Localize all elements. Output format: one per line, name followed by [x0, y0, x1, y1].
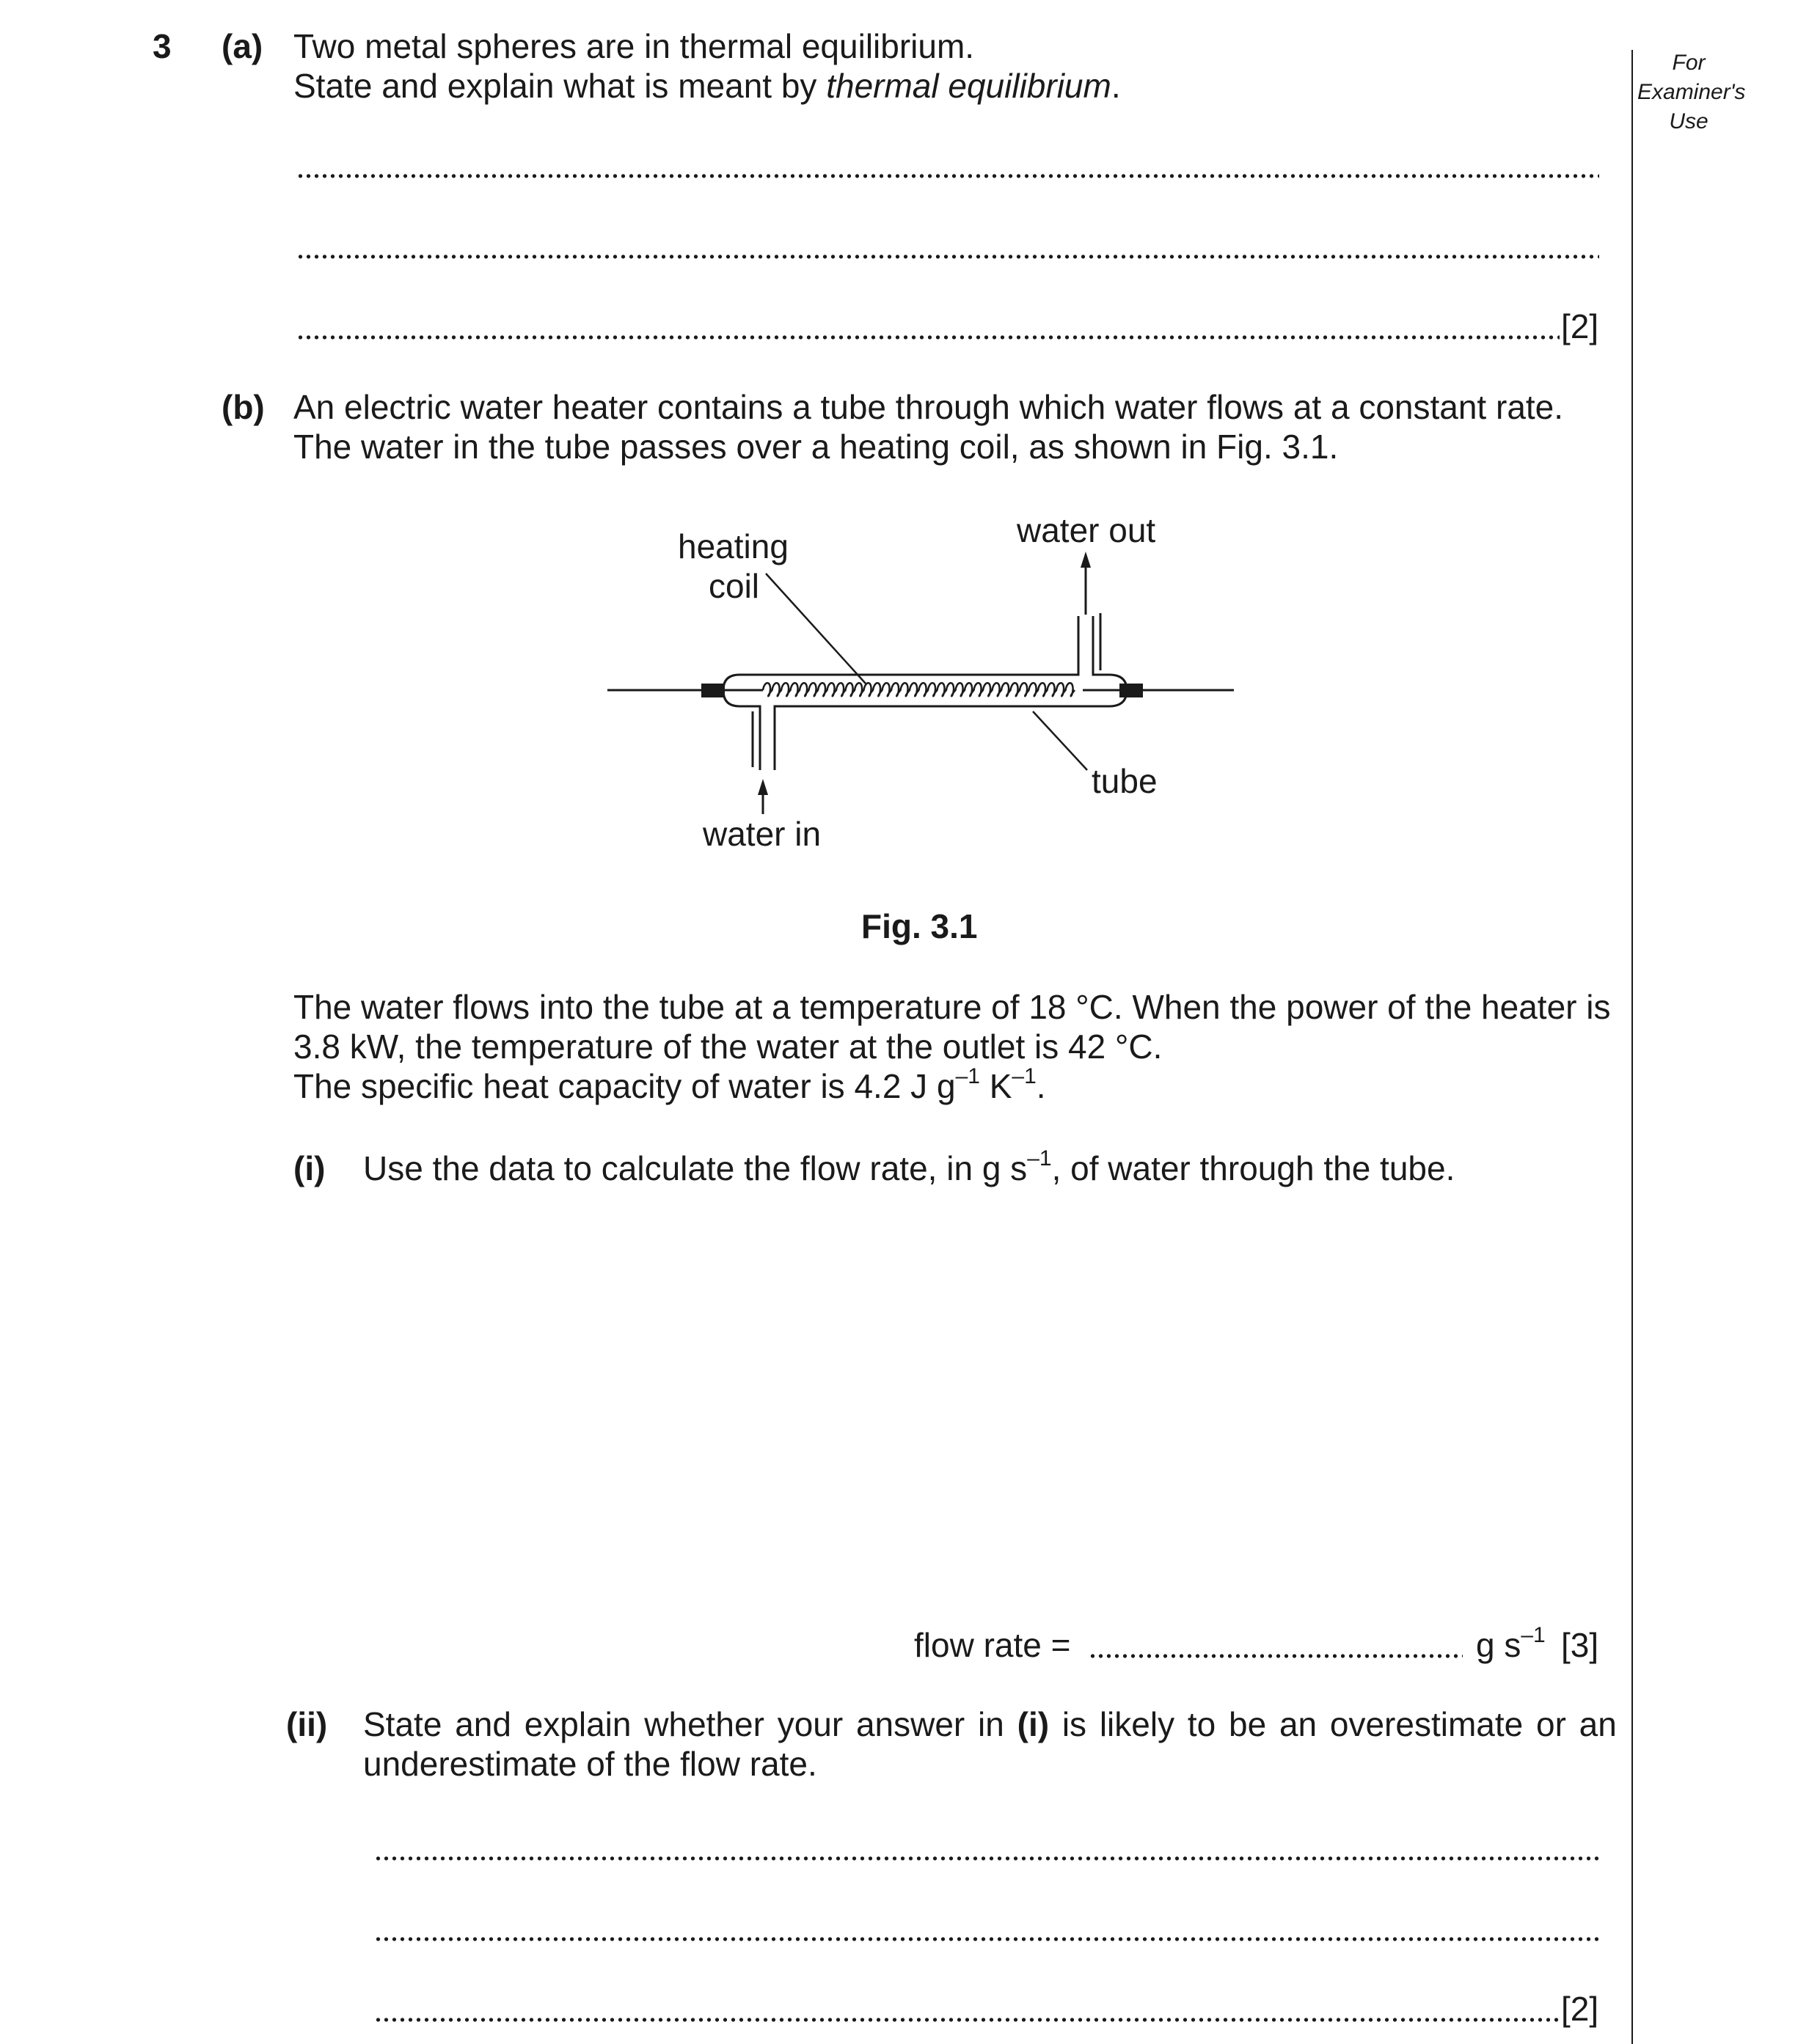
part-b-i-text-end: , of water through the tube. [1051, 1149, 1455, 1187]
data-line3-end: . [1036, 1067, 1046, 1105]
heating-coil [763, 683, 1075, 696]
part-b-label: (b) [222, 388, 265, 426]
data-line3 [293, 1063, 1046, 1107]
part-b-ii-line1-text: State and explain whether your answer in [363, 1705, 1017, 1743]
data-line1: The water flows into the tube at a temperature of 18 °C. When the power of the heater is [293, 988, 1611, 1026]
part-b-i-text [363, 1146, 1455, 1189]
examiner-use-line3: Use [1669, 109, 1708, 133]
water-in-arrow-head [758, 779, 768, 795]
part-b-ii-label: (ii) [286, 1705, 328, 1743]
flow-rate-unit-text: g s [1476, 1626, 1521, 1664]
part-a-line1: Two metal spheres are in thermal equilibrium. [293, 27, 975, 65]
part-a-line2-end: . [1111, 67, 1121, 105]
flow-rate-unit-exponent: –1 [1521, 1622, 1546, 1647]
answer-line-ii2[interactable] [374, 1936, 1599, 1942]
label-tube: tube [1092, 762, 1158, 800]
part-b-ii-line1 [363, 1704, 1617, 1745]
heating-coil-leader [766, 574, 866, 684]
water-out-arrow-head [1081, 552, 1091, 568]
part-b-ii-marks: [2] [1561, 1990, 1599, 2028]
part-b-ii-line1-end: is likely to be an overestimate or an [1049, 1705, 1617, 1743]
label-coil: coil [709, 567, 760, 605]
part-a-label: (a) [222, 27, 263, 65]
examiner-use-line1: For [1672, 51, 1706, 75]
data-line2: 3.8 kW, the temperature of the water at the outlet is 42 °C. [293, 1028, 1163, 1066]
right-end-plug [1119, 684, 1143, 697]
part-b-i-marks: [3] [1561, 1626, 1599, 1664]
data-line3-exponent1: –1 [955, 1063, 980, 1088]
question-number: 3 [153, 27, 172, 65]
part-b-i-exponent: –1 [1027, 1146, 1052, 1171]
flow-rate-label: flow rate = [914, 1626, 1071, 1664]
label-heating: heating [678, 527, 789, 565]
data-line3-text: The specific heat capacity of water is 4.2 J g [293, 1067, 956, 1105]
figure-caption: Fig. 3.1 [861, 907, 978, 945]
part-b-i-label: (i) [293, 1149, 326, 1187]
part-b-ii-reference: (i) [1017, 1705, 1050, 1743]
figure-3-1-diagram [0, 0, 1820, 880]
label-water-out: water out [1017, 511, 1156, 549]
part-a-marks: [2] [1561, 307, 1599, 345]
part-b-intro-line1: An electric water heater contains a tube through which water flows at a constant rate. [293, 388, 1564, 426]
part-b-ii-line2: underestimate of the flow rate. [363, 1745, 817, 1783]
answer-line-ii1[interactable] [374, 1856, 1599, 1861]
part-a-term: thermal equilibrium [826, 67, 1111, 105]
data-line3-exponent2: –1 [1012, 1063, 1037, 1088]
part-b-i-text-start: Use the data to calculate the flow rate, in g s [363, 1149, 1028, 1187]
answer-line-ii3[interactable] [374, 2017, 1560, 2023]
examiner-use-line2: Examiner's [1637, 80, 1746, 104]
part-b-intro-line2: The water in the tube passes over a heating coil, as shown in Fig. 3.1. [293, 428, 1339, 466]
left-end-plug [701, 684, 725, 697]
flow-rate-answer-line[interactable] [1089, 1653, 1463, 1659]
part-a-line2-text: State and explain what is meant by [293, 67, 827, 105]
data-line3-unit-k: K [979, 1067, 1012, 1105]
flow-rate-unit [1476, 1622, 1546, 1666]
tube-leader [1033, 711, 1087, 770]
label-water-in: water in [703, 815, 822, 853]
